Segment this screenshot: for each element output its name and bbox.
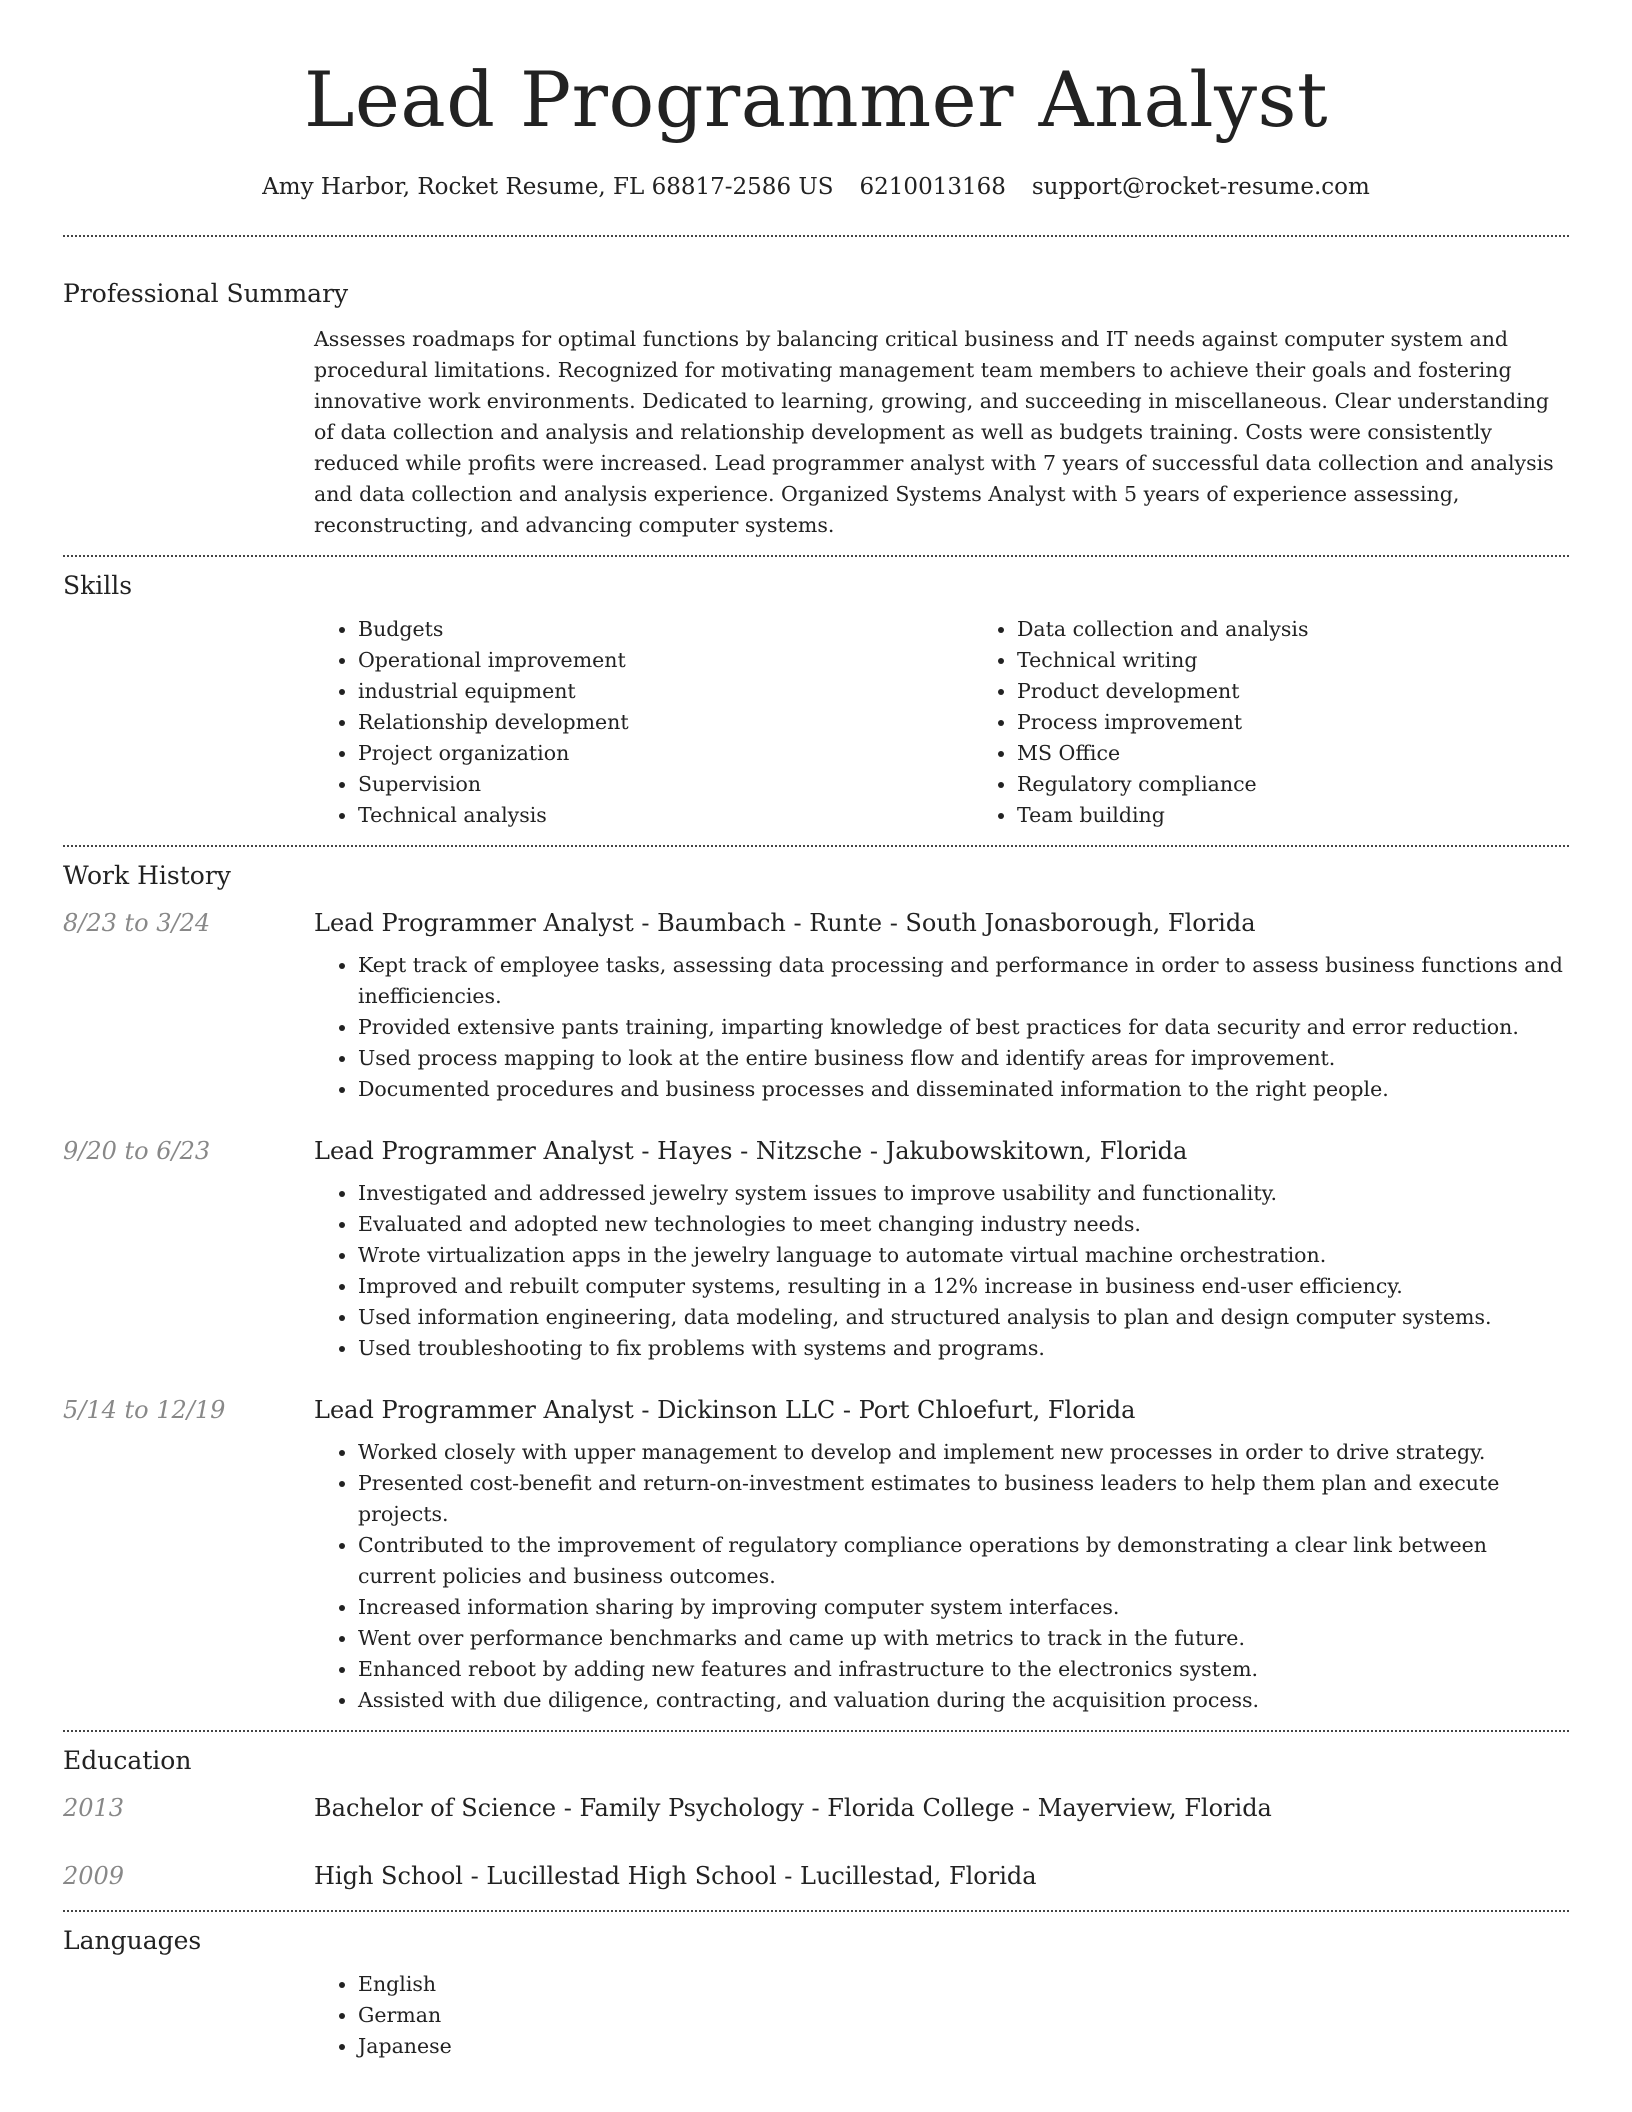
education-section-title: Education (63, 1746, 192, 1775)
job-entry (63, 1139, 1569, 1364)
job-bullets (314, 1437, 1569, 1716)
education-year: 2013 (63, 1794, 125, 1822)
education-heading: High School - Lucillestad High School - Lucillestad, Florida (314, 1862, 1037, 1890)
skill-item: • Process improvement (1017, 707, 1632, 738)
languages-section-title: Languages (63, 1926, 202, 1955)
job-bullet: • Improved and rebuilt computer systems, resulting in a 12% increase in business end-user efficiency. (358, 1271, 1569, 1302)
contact-email: support@rocket-resume.com (1031, 174, 1370, 200)
divider (63, 1730, 1569, 1732)
job-bullet: • Investigated and addressed jewelry system issues to improve usability and functionality. (358, 1178, 1569, 1209)
skill-item: • Team building (1017, 800, 1632, 831)
contact-phone: 6210013168 (859, 174, 1006, 200)
education-entry (63, 1796, 1569, 1820)
skill-item: • Project organization (358, 738, 973, 769)
skill-item: • Technical analysis (358, 800, 973, 831)
job-entry (63, 1398, 1569, 1716)
summary-section (63, 324, 1569, 541)
skills-list-left (314, 614, 973, 831)
skill-item: • industrial equipment (358, 676, 973, 707)
education-year: 2009 (63, 1862, 125, 1890)
education-heading: Bachelor of Science - Family Psychology - Florida College - Mayerview, Florida (314, 1794, 1272, 1822)
language-item: • German (358, 2000, 1569, 2031)
job-bullet: • Went over performance benchmarks and came up with metrics to track in the future. (358, 1623, 1569, 1654)
summary-section-title: Professional Summary (63, 279, 349, 308)
divider (63, 845, 1569, 847)
job-heading: Lead Programmer Analyst - Hayes - Nitzsche - Jakubowskitown, Florida (314, 1137, 1188, 1165)
job-bullet: • Increased information sharing by improving computer system interfaces. (358, 1592, 1569, 1623)
skill-item: • Product development (1017, 676, 1632, 707)
education-entry (63, 1864, 1569, 1888)
job-bullet: • Worked closely with upper management to develop and implement new processes in order to drive strategy. (358, 1437, 1569, 1468)
job-heading: Lead Programmer Analyst - Dickinson LLC - Port Chloefurt, Florida (314, 1396, 1136, 1424)
work-section-title: Work History (63, 861, 231, 890)
job-bullet: • Used process mapping to look at the entire business flow and identify areas for improvement. (358, 1043, 1569, 1074)
skill-item: • Supervision (358, 769, 973, 800)
job-bullet: • Presented cost-benefit and return-on-investment estimates to business leaders to help them plan and execute projects. (358, 1468, 1569, 1530)
skills-list-right (973, 614, 1632, 831)
languages-list (314, 1969, 1569, 2062)
job-bullet: • Provided extensive pants training, imparting knowledge of best practices for data security and error reduction. (358, 1012, 1569, 1043)
job-heading: Lead Programmer Analyst - Baumbach - Runte - South Jonasborough, Florida (314, 909, 1256, 937)
skill-item: • Operational improvement (358, 645, 973, 676)
job-bullet: • Documented procedures and business processes and disseminated information to the right people. (358, 1074, 1569, 1105)
skill-item: • Relationship development (358, 707, 973, 738)
skill-item: • Regulatory compliance (1017, 769, 1632, 800)
skill-item: • MS Office (1017, 738, 1632, 769)
job-bullet: • Evaluated and adopted new technologies to meet changing industry needs. (358, 1209, 1569, 1240)
divider (63, 1910, 1569, 1912)
contact-address: Amy Harbor, Rocket Resume, FL 68817-2586 US (262, 174, 834, 200)
skill-item: • Technical writing (1017, 645, 1632, 676)
job-bullet: • Contributed to the improvement of regulatory compliance operations by demonstrating a clear link between current policies and business outcomes. (358, 1530, 1569, 1592)
job-dates: 5/14 to 12/19 (63, 1396, 226, 1424)
skills-section (63, 614, 1569, 831)
job-bullets (314, 1178, 1569, 1364)
contact-line (63, 176, 1569, 199)
job-bullet: • Enhanced reboot by adding new features and infrastructure to the electronics system. (358, 1654, 1569, 1685)
job-entry (63, 911, 1569, 1105)
job-dates: 8/23 to 3/24 (63, 909, 211, 937)
job-bullets (314, 950, 1569, 1105)
summary-text: Assesses roadmaps for optimal functions by balancing critical business and IT needs against computer system and procedural limitations. Recognized for motivating management team members to achieve their goals and fostering innovative work environments. Dedicated to learning, growing, and succeeding in miscellaneous. Clear understanding of data collection and analysis and relationship development as well as budgets training. Costs were consistently reduced while profits were increased. Lead programmer analyst with 7 years of successful data collection and analysis and data collection and analysis experience. Organized Systems Analyst with 5 years of experience assessing, reconstructing, and advancing computer systems. (314, 327, 1554, 537)
job-bullet: • Used information engineering, data modeling, and structured analysis to plan and design computer systems. (358, 1302, 1569, 1333)
job-bullet: • Kept track of employee tasks, assessing data processing and performance in order to assess business functions and inefficiencies. (358, 950, 1569, 1012)
language-item: • English (358, 1969, 1569, 2000)
job-bullet: • Wrote virtualization apps in the jewelry language to automate virtual machine orchestration. (358, 1240, 1569, 1271)
skills-section-title: Skills (63, 571, 133, 600)
resume-name: Lead Programmer Analyst (303, 55, 1329, 144)
divider (63, 555, 1569, 557)
skill-item: • Data collection and analysis (1017, 614, 1632, 645)
divider (63, 235, 1569, 237)
job-dates: 9/20 to 6/23 (63, 1137, 211, 1165)
job-bullet: • Assisted with due diligence, contracting, and valuation during the acquisition process. (358, 1685, 1569, 1716)
language-item: • Japanese (358, 2031, 1569, 2062)
job-bullet: • Used troubleshooting to fix problems with systems and programs. (358, 1333, 1569, 1364)
skill-item: • Budgets (358, 614, 973, 645)
languages-section (63, 1969, 1569, 2062)
